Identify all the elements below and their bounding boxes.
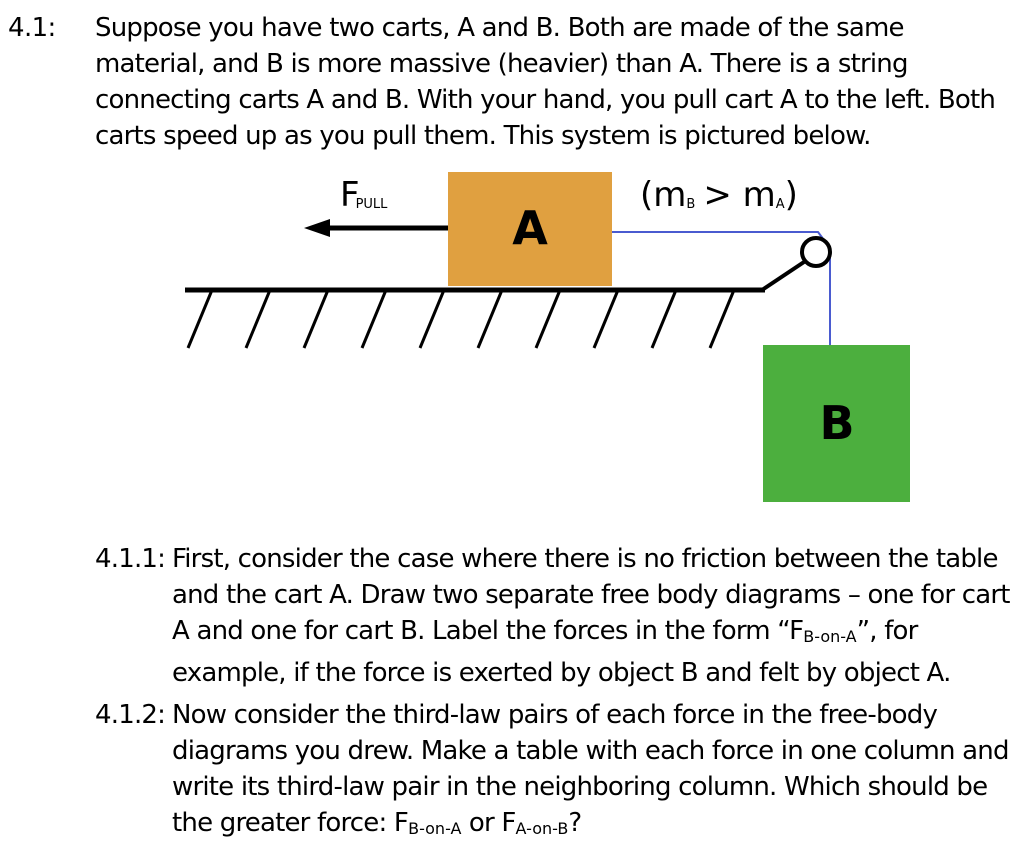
sub-question-number: 4.1.2: bbox=[95, 700, 166, 730]
table-surface bbox=[185, 290, 765, 348]
sub-question-text-part1: Now consider the third-law pairs of each force in the free-body diagrams you drew. Make a table with each force in one column and write its third-law pair in the neighboring column. Which should be the greater force: F bbox=[172, 700, 1009, 838]
question-number: 4.1: bbox=[8, 13, 56, 43]
sub-question-text bbox=[172, 697, 1022, 847]
sub-question-text-part1: First, consider the case where there is no friction between the table and the cart A. Draw two separate free body diagrams – one for cart A and one for cart B. Label the forces in the form “F bbox=[172, 544, 1010, 646]
sub-question-text-part2: ”, for example, if the force is exerted by object B and felt by object A. bbox=[172, 616, 951, 688]
pull-force-symbol: F bbox=[340, 175, 360, 215]
force-label-subscript-b-on-a: B-on-A bbox=[408, 819, 462, 838]
sub-question-4-1-1 bbox=[95, 541, 1020, 691]
pull-force-subscript: PULL bbox=[355, 197, 388, 212]
pull-force-label bbox=[340, 175, 388, 215]
sub-question-text-mid: or F bbox=[461, 808, 516, 838]
mass-subscript-b: B bbox=[686, 197, 696, 212]
sub-question-4-1-2 bbox=[95, 697, 1020, 847]
mass-relation-label bbox=[640, 175, 798, 215]
sub-question-number: 4.1.1: bbox=[95, 544, 166, 574]
mass-relation-gt: > m bbox=[703, 175, 776, 215]
mass-subscript-a: A bbox=[775, 197, 785, 212]
question-text: Suppose you have two carts, A and B. Both are made of the same material, and B is more massive (heavier) than A. There is a string connecting carts A and B. With your hand, you pull cart A to the left. Both carts speed up as you pull them. This system is pictured below. bbox=[95, 13, 996, 151]
mass-relation-close: ) bbox=[784, 175, 798, 215]
cart-a-label: A bbox=[512, 201, 548, 255]
force-label-subscript: B-on-A bbox=[803, 627, 857, 646]
pulley-mount bbox=[762, 262, 804, 290]
cart-b-label: B bbox=[819, 396, 855, 450]
pulley-wheel bbox=[802, 238, 830, 266]
force-label-subscript-a-on-b: A-on-B bbox=[515, 819, 569, 838]
mass-relation-open: (m bbox=[640, 175, 687, 215]
sub-question-text bbox=[172, 541, 1022, 691]
sub-question-text-end: ? bbox=[568, 808, 582, 838]
pull-force-arrow bbox=[304, 219, 448, 237]
